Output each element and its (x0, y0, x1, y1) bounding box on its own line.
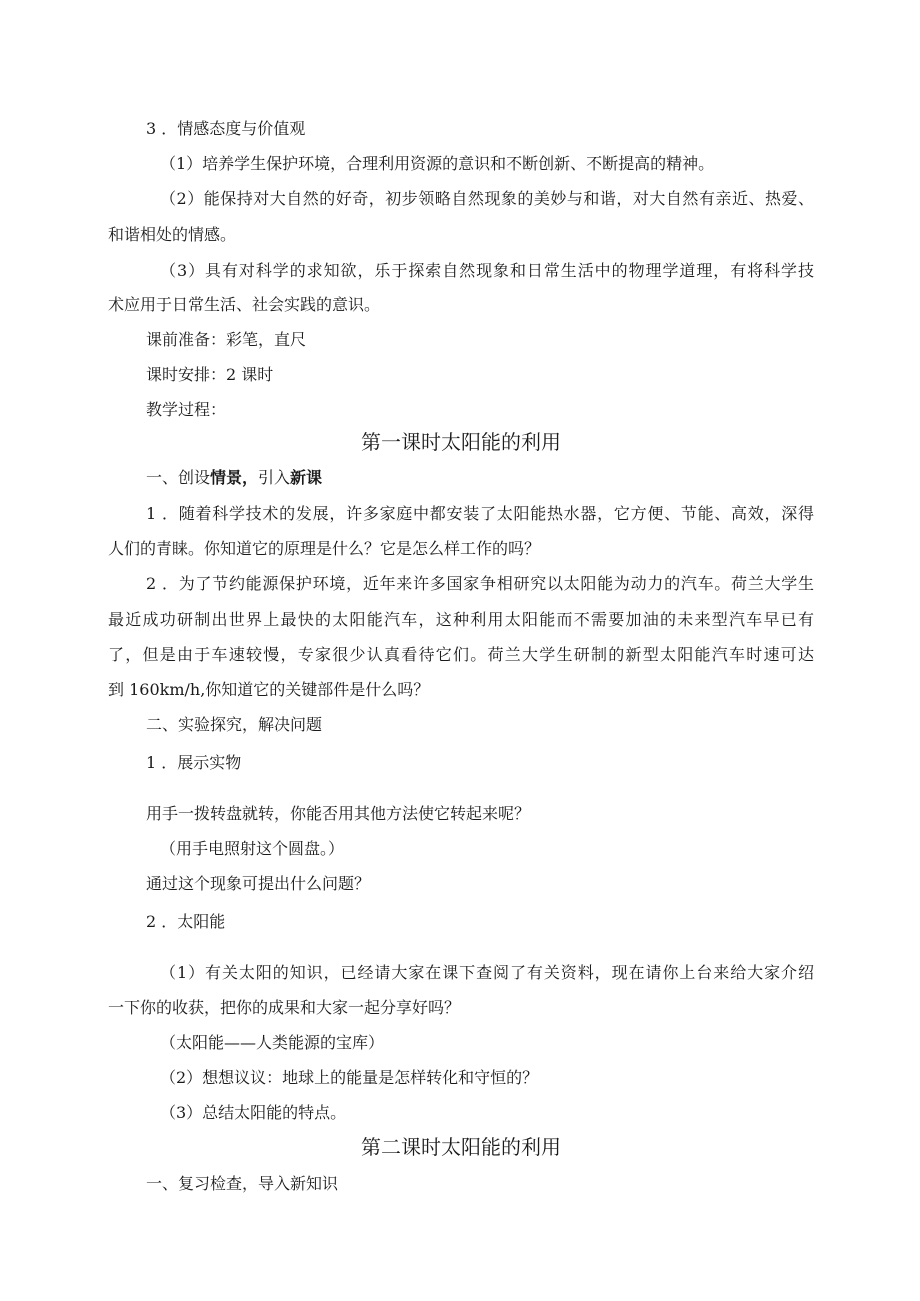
paragraph-line: 人们的青睐。你知道它的原理是什么？它是怎么样工作的吗？ (108, 539, 541, 558)
paragraph: （3）总结太阳能的特点。 (160, 1103, 347, 1122)
sub-heading: 2 ．太阳能 (146, 912, 226, 931)
schedule-line: 课时安排：2 课时 (146, 365, 274, 384)
paragraph-line: （1）有关太阳的知识，已经请大家在课下查阅了有关资料，现在请你上台来给大家介绍 (160, 963, 814, 982)
lesson-title: 第一课时太阳能的利用 (361, 430, 561, 454)
paragraph-line: 1 ．随着科学技术的发展，许多家庭中都安装了太阳能热水器，它方便、节能、高效，深得 (146, 504, 814, 523)
lesson-title: 第二课时太阳能的利用 (361, 1135, 561, 1159)
lesson-heading: 二、实验探究，解决问题 (146, 715, 323, 734)
prep-line: 课前准备：彩笔，直尺 (146, 330, 307, 349)
paragraph: （1）培养学生保护环境，合理利用资源的意识和不断创新、不断提高的精神。 (160, 154, 715, 173)
process-line: 教学过程： (146, 400, 227, 419)
lesson-heading (146, 467, 814, 489)
paragraph-line: 2 ．为了节约能源保护环境，近年来许多国家争相研究以太阳能为动力的汽车。荷兰大学生 (146, 574, 814, 593)
paragraph: （太阳能——人类能源的宝库） (160, 1033, 385, 1052)
paragraph-line: （2）能保持对大自然的好奇，初步领略自然现象的美妙与和谐，对大自然有亲近、热爱、 (160, 189, 814, 208)
heading-part-bold: 情景， (210, 468, 259, 487)
paragraph: （2）想想议议：地球上的能量是怎样转化和守恒的？ (160, 1068, 539, 1087)
paragraph: （用手电照射这个圆盘。） (160, 839, 345, 858)
heading-part-bold: 新课 (290, 468, 323, 487)
paragraph-line: 一下你的收获，把你的成果和大家一起分享好吗？ (108, 998, 461, 1017)
paragraph-line: 到 160km/h,你知道它的关键部件是什么吗？ (108, 680, 430, 699)
lesson-heading: 一、复习检查，导入新知识 (146, 1174, 339, 1193)
paragraph: 用手一拨转盘就转，你能否用其他方法使它转起来呢？ (146, 804, 531, 823)
sub-heading: 1 ．展示实物 (146, 753, 242, 772)
section-heading: 3 ．情感态度与价值观 (146, 119, 306, 138)
paragraph-line: 和谐相处的情感。 (108, 225, 237, 244)
paragraph-line: 了，但是由于车速较慢，专家很少认真看待它们。荷兰大学生研制的新型太阳能汽车时速可达 (108, 645, 814, 664)
heading-part: 引入 (258, 468, 291, 487)
paragraph-line: 最近成功研制出世界上最快的太阳能汽车，这种利用太阳能而不需要加油的未来型汽车早已有 (108, 610, 814, 629)
paragraph-line: 术应用于日常生活、社会实践的意识。 (108, 295, 381, 314)
paragraph-line: （3）具有对科学的求知欲，乐于探索自然现象和日常生活中的物理学道理，有将科学技 (160, 261, 814, 280)
heading-part: 一、创设 (146, 468, 211, 487)
paragraph: 通过这个现象可提出什么问题？ (146, 874, 371, 893)
